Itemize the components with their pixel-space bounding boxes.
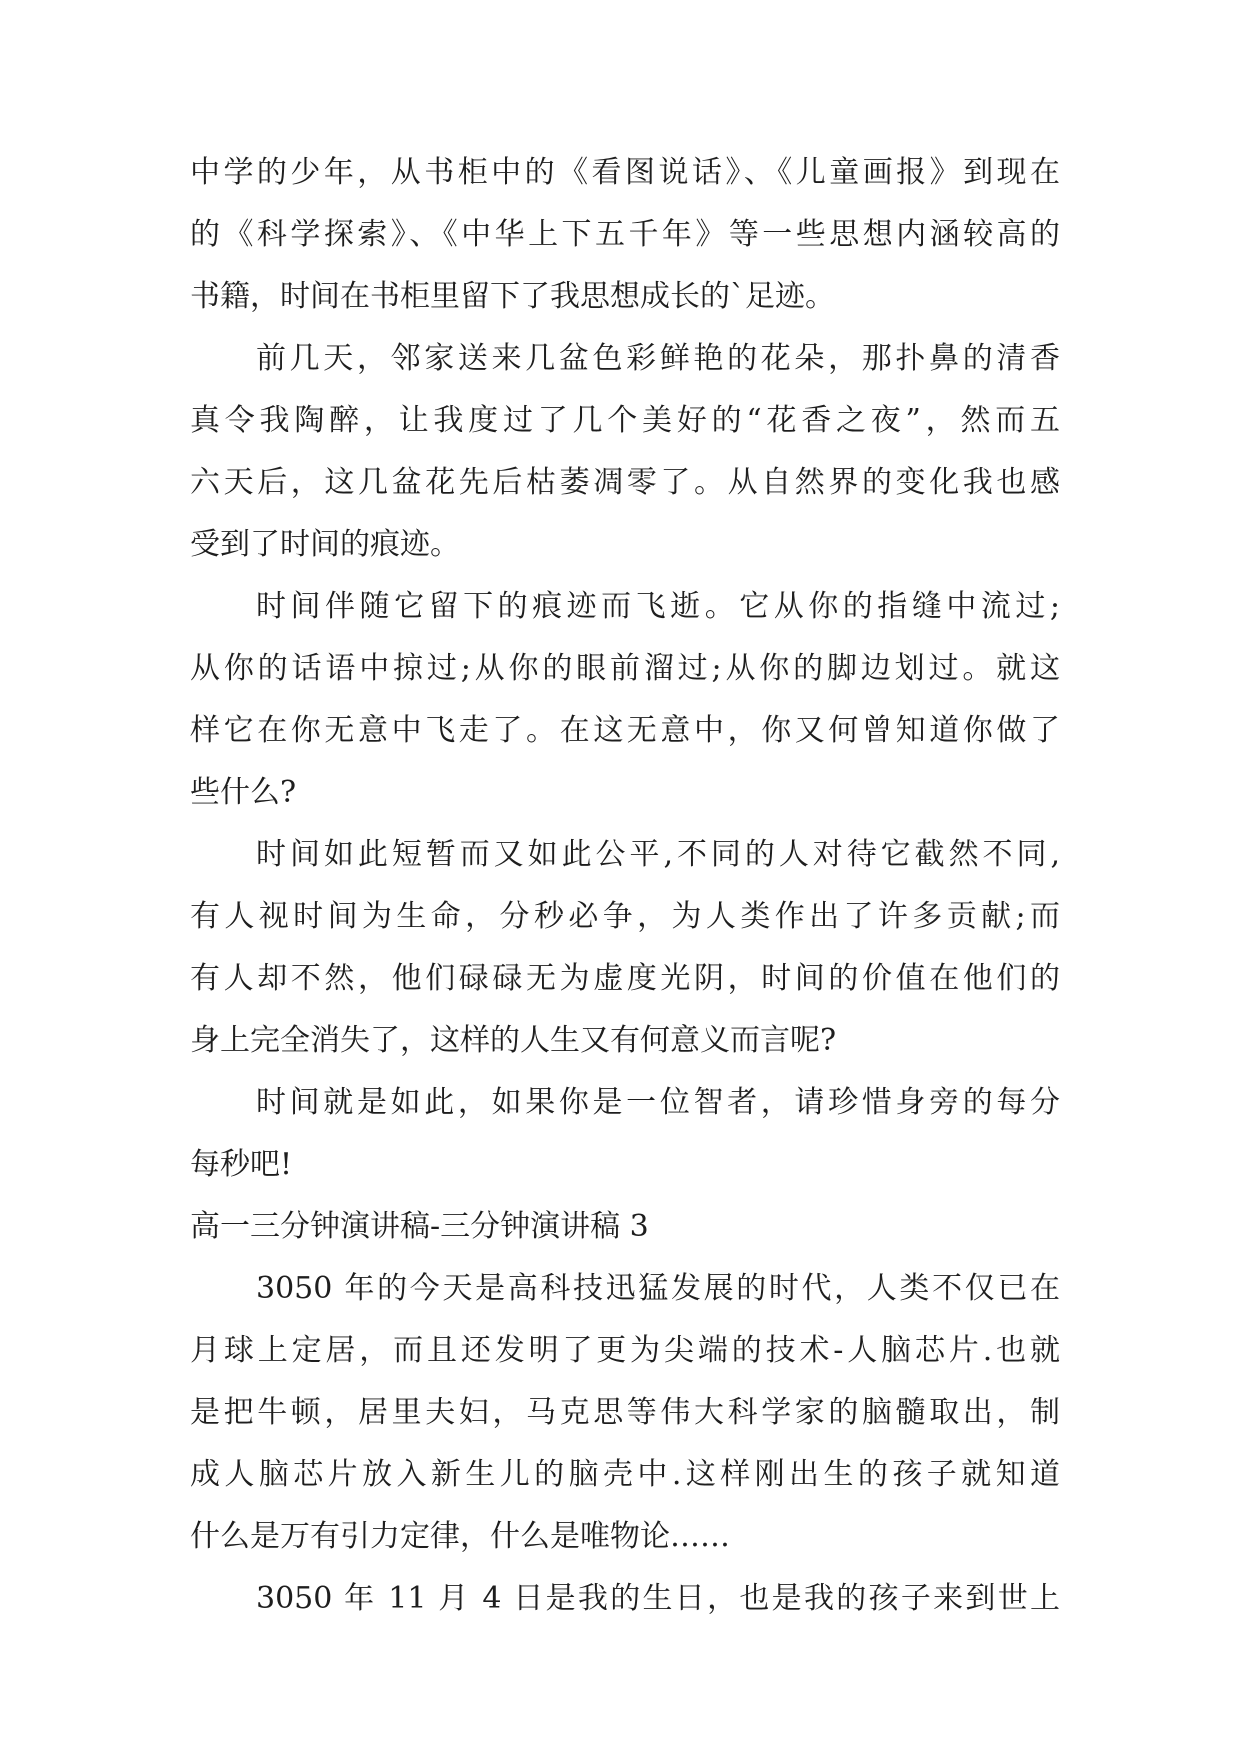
text-line: 样它在你无意中飞走了。在这无意中，你又何曾知道你做了 [190,713,1060,748]
text-line: 有人却不然，他们碌碌无为虚度光阴，时间的价值在他们的 [190,961,1060,996]
text-line: 成人脑芯片放入新生儿的脑壳中.这样刚出生的孩子就知道 [190,1457,1060,1492]
paragraph-first-line: 时间如此短暂而又如此公平,不同的人对待它截然不同, [256,837,1060,872]
paragraph-first-line: 时间就是如此，如果你是一位智者，请珍惜身旁的每分 [256,1085,1060,1120]
paragraph-first-line: 3050 年 11 月 4 日是我的生日，也是我的孩子来到世上 [256,1581,1060,1616]
text-line: 书籍，时间在书柜里留下了我思想成长的`足迹。 [190,279,835,314]
paragraph-first-line: 时间伴随它留下的痕迹而飞逝。它从你的指缝中流过; [256,589,1060,624]
text-line: 六天后，这几盆花先后枯萎凋零了。从自然界的变化我也感 [190,465,1060,500]
text-line: 从你的话语中掠过;从你的眼前溜过;从你的脚边划过。就这 [190,651,1060,686]
text-line: 真令我陶醉，让我度过了几个美好的“花香之夜”，然而五 [190,403,1060,438]
text-line: 受到了时间的痕迹。 [190,527,460,562]
paragraph-first-line: 前几天，邻家送来几盆色彩鲜艳的花朵，那扑鼻的清香 [256,341,1060,376]
text-line: 些什么? [190,775,297,810]
text-line: 中学的少年，从书柜中的《看图说话》、《儿童画报》到现在 [190,155,1060,190]
text-line: 什么是万有引力定律，什么是唯物论…… [190,1519,730,1554]
text-line: 是把牛顿，居里夫妇，马克思等伟大科学家的脑髓取出，制 [190,1395,1060,1430]
text-line: 每秒吧! [190,1147,293,1182]
section-heading: 高一三分钟演讲稿-三分钟演讲稿 3 [190,1209,649,1244]
document-page [190,142,1060,1630]
text-line: 的《科学探索》、《中华上下五千年》等一些思想内涵较高的 [190,217,1060,252]
text-line: 身上完全消失了，这样的人生又有何意义而言呢? [190,1023,837,1058]
paragraph-first-line: 3050 年的今天是高科技迅猛发展的时代，人类不仅已在 [256,1271,1060,1306]
text-line: 有人视时间为生命，分秒必争，为人类作出了许多贡献;而 [190,899,1060,934]
text-line: 月球上定居，而且还发明了更为尖端的技术-人脑芯片.也就 [190,1333,1060,1368]
